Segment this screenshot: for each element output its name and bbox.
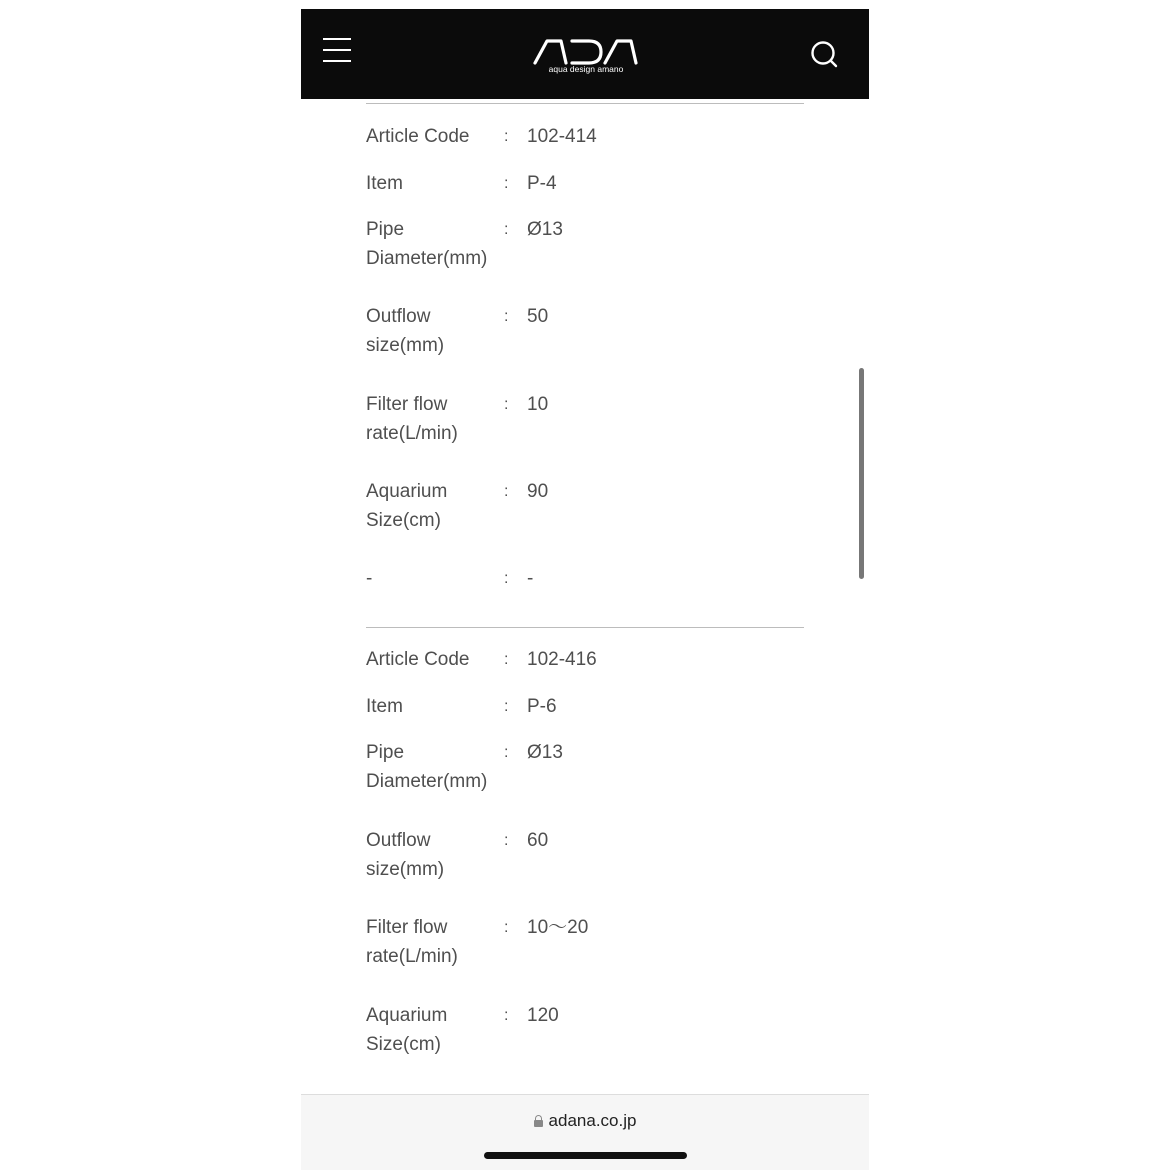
spec-value-aquarium-size: 120 [527, 1005, 559, 1026]
browser-bottom-bar [301, 1094, 869, 1170]
spec-value-extra: - [527, 568, 534, 589]
lock-icon [534, 1115, 543, 1127]
url-bar[interactable] [301, 1111, 869, 1131]
search-icon[interactable] [807, 37, 843, 73]
spec-colon: : [504, 832, 509, 849]
spec-label-article-code: Article Code [366, 649, 470, 670]
spec-label-extra: - [366, 568, 373, 589]
spec-colon: : [504, 396, 509, 413]
spec-label-outflow-size: Outflow size(mm) [366, 306, 445, 356]
url-text: adana.co.jp [548, 1111, 637, 1130]
scrollbar[interactable] [859, 368, 864, 579]
spec-label-filter-flow-rate: Filter flow rate(L/min) [366, 917, 458, 967]
spec-label-aquarium-size: Aquarium Size(cm) [366, 1005, 448, 1055]
spec-label-pipe-diameter: Pipe Diameter(mm) [366, 742, 488, 792]
spec-colon: : [504, 919, 509, 936]
spec-value-article-code: 102-416 [527, 649, 597, 670]
spec-colon: : [504, 698, 509, 715]
spec-value-pipe-diameter: Ø13 [527, 742, 563, 763]
spec-value-outflow-size: 50 [527, 306, 549, 327]
spec-value-filter-flow-rate: 10～20 [527, 917, 589, 938]
hamburger-menu-icon[interactable] [321, 35, 353, 67]
spec-colon: : [504, 221, 509, 238]
spec-value-aquarium-size: 90 [527, 481, 549, 502]
home-indicator[interactable] [484, 1152, 687, 1159]
spec-label-article-code: Article Code [366, 126, 470, 147]
spec-label-item: Item [366, 173, 403, 194]
spec-value-article-code: 102-414 [527, 126, 597, 147]
spec-label-item: Item [366, 696, 403, 717]
spec-value-outflow-size: 60 [527, 830, 549, 851]
logo-tagline: aqua design amano [548, 64, 624, 74]
spec-label-aquarium-size: Aquarium Size(cm) [366, 481, 448, 531]
ada-logo[interactable] [531, 35, 641, 75]
phone-screen [301, 0, 869, 1170]
spec-colon: : [504, 744, 509, 761]
spec-value-item: P-4 [527, 173, 557, 194]
spec-colon: : [504, 483, 509, 500]
spec-value-pipe-diameter: Ø13 [527, 219, 563, 240]
spec-colon: : [504, 308, 509, 325]
spec-colon: : [504, 175, 509, 192]
spec-colon: : [504, 570, 509, 587]
spec-label-filter-flow-rate: Filter flow rate(L/min) [366, 394, 458, 444]
spec-divider [366, 627, 804, 628]
spec-colon: : [504, 1007, 509, 1024]
spec-label-outflow-size: Outflow size(mm) [366, 830, 445, 880]
spec-label-pipe-diameter: Pipe Diameter(mm) [366, 219, 488, 269]
spec-divider [366, 103, 804, 104]
spec-colon: : [504, 128, 509, 145]
spec-content [301, 0, 869, 1094]
site-header [301, 9, 869, 99]
spec-value-item: P-6 [527, 696, 557, 717]
spec-value-filter-flow-rate: 10 [527, 394, 549, 415]
spec-colon: : [504, 651, 509, 668]
